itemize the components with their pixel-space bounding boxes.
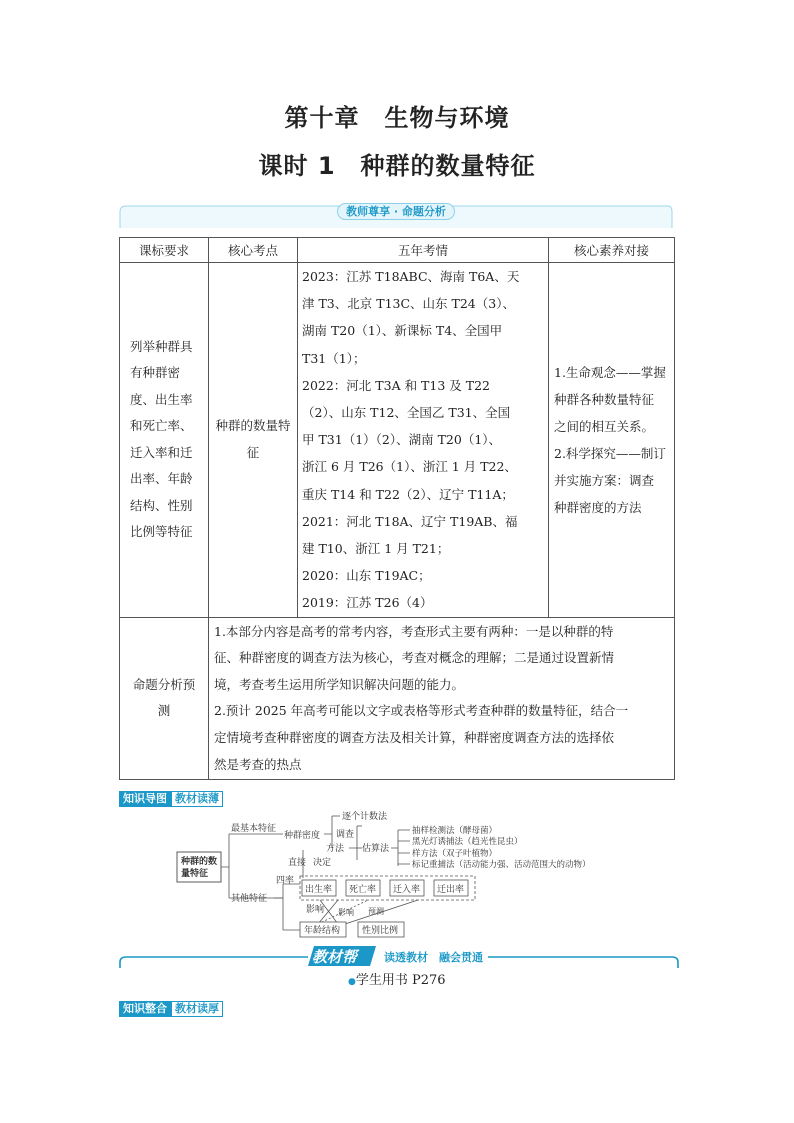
textbook-banner-title: 教材帮 <box>312 948 358 966</box>
mindmap-influence: 影响 <box>306 905 325 915</box>
mindmap-rate: 出生率 <box>305 885 333 895</box>
literacy-line: 1.生命观念——掌握 <box>554 364 666 380</box>
exam-line: 甲 T31（1）（2）、湖南 T20（1）、 <box>302 432 502 448</box>
header-exam: 五年考情 <box>298 238 549 263</box>
mindmap-decide: 决定 <box>313 858 332 868</box>
exam-line: 湖南 T20（1）、新课标 T4、全国甲 <box>302 323 503 339</box>
forecast-line: 定情境考查种群密度的调查方法及相关计算，种群密度调查方法的选择依 <box>214 730 615 746</box>
textbook-banner-subtitle: 读透教材 融会贯通 <box>384 951 483 964</box>
exam-line: （2）、山东 T12、全国乙 T31、全国 <box>302 405 511 421</box>
mindmap-four-rates: 四率 <box>276 876 295 886</box>
exam-line: T31（1）； <box>302 350 366 366</box>
mindmap-rate: 迁出率 <box>437 885 465 895</box>
exam-line: 2019：江苏 T26（4） <box>302 595 433 611</box>
table-row <box>120 263 675 618</box>
mindmap-age: 年龄结构 <box>304 926 341 936</box>
exam-line: 2020：山东 T19AC； <box>302 568 431 584</box>
literacy-line: 2.科学探究——制订 <box>554 445 666 461</box>
student-book-ref <box>348 969 446 988</box>
tag-textbook-thick: 教材读厚 <box>171 1001 223 1017</box>
mindmap-est-item: 黑光灯诱捕法（趋光性昆虫） <box>412 837 523 847</box>
core-point-text: 种群的数量特征 <box>215 418 291 460</box>
requirement-cell <box>120 263 209 618</box>
forecast-line: 2.预计 2025 年高考可能以文字或表格等形式考查种群的数量特征，结合一 <box>214 703 629 719</box>
forecast-line: 然是考查的热点 <box>214 756 302 772</box>
literacy-line: 种群各种数量特征 <box>554 391 655 407</box>
literacy-cell <box>549 263 675 618</box>
forecast-label: 命题分析预测 <box>132 676 196 719</box>
exam-cell <box>298 263 549 618</box>
requirement-text: 列举种群具有种群密度、出生率和死亡率、迁入率和迁出率、年龄结构、性别比例等特征 <box>130 338 193 540</box>
literacy-line: 之间的相互关系。 <box>554 418 655 434</box>
exam-line: 2023：江苏 T18ABC、海南 T6A、天 <box>302 269 520 284</box>
mind-map-diagram <box>0 800 794 940</box>
forecast-line: 征、种群密度的调查方法为核心，考查对概念的理解；二是通过设置新情 <box>214 650 615 666</box>
header-core-point: 核心考点 <box>209 238 298 263</box>
mindmap-other-label: 其他特征 <box>231 894 268 904</box>
mindmap-basic-label: 最基本特征 <box>231 824 277 834</box>
teacher-banner-label: 教师尊享 · 命题分析 <box>337 203 455 220</box>
exam-line: 津 T3、北京 T13C、山东 T24（3）、 <box>302 296 515 312</box>
chapter-title: 第十章 生物与环境 <box>284 104 510 132</box>
mindmap-root-line1: 种群的数 <box>181 857 218 867</box>
table-row <box>120 617 675 780</box>
table-header-row <box>120 238 675 263</box>
forecast-line: 境，考查考生运用所学知识解决问题的能力。 <box>214 676 465 692</box>
exam-line: 浙江 6 月 T26（1）、浙江 1 月 T22、 <box>302 459 517 475</box>
exam-line: 2022：河北 T3A 和 T13 及 T22 <box>302 377 490 393</box>
dot-icon: ● <box>348 977 356 987</box>
forecast-cell <box>209 617 675 780</box>
mindmap-estimate: 估算法 <box>362 844 390 854</box>
mindmap-count-each: 逐个计数法 <box>342 812 388 822</box>
forecast-line: 1.本部分内容是高考的常考内容，考查形式主要有两种：一是以种群的特 <box>214 623 614 639</box>
mindmap-influence-2: 影响 <box>338 908 354 917</box>
mindmap-rate: 死亡率 <box>349 885 377 895</box>
exam-line: 2021：河北 T18A、辽宁 T19AB、福 <box>302 513 518 529</box>
mindmap-rate: 迁入率 <box>393 885 421 895</box>
teacher-banner <box>118 200 674 230</box>
core-point-cell <box>209 263 298 618</box>
exam-line: 建 T10、浙江 1 月 T21； <box>302 541 450 557</box>
literacy-line: 种群密度的方法 <box>554 499 642 515</box>
mindmap-est-item: 抽样检测法（酵母菌） <box>412 826 498 836</box>
exam-analysis-table <box>119 237 675 780</box>
mindmap-method: 方法 <box>326 844 345 854</box>
mindmap-predict: 预测 <box>368 907 384 916</box>
mindmap-est-item: 样方法（双子叶植物） <box>412 849 498 859</box>
student-book-ref-text: 学生用书 P276 <box>355 973 446 988</box>
header-literacy: 核心素养对接 <box>549 238 675 263</box>
mindmap-est-item: 标记重捕法（活动能力强、活动范围大的动物） <box>412 860 591 870</box>
mindmap-survey: 调查 <box>336 830 355 840</box>
exam-line: 重庆 T14 和 T22（2）、辽宁 T11A； <box>302 486 514 502</box>
mindmap-sex: 性别比例 <box>362 926 399 936</box>
mindmap-root-line2: 量特征 <box>181 869 209 879</box>
section-tag-knowledge-integration <box>119 997 223 1017</box>
header-requirement: 课标要求 <box>120 238 209 263</box>
forecast-label-cell <box>120 617 209 780</box>
tag-textbook-thin: 教材读薄 <box>171 791 223 807</box>
lesson-title: 课时 1 种群的数量特征 <box>258 152 536 180</box>
mindmap-direct: 直接 <box>288 858 307 868</box>
mindmap-rate-boxes <box>302 880 468 896</box>
mindmap-density: 种群密度 <box>284 831 321 841</box>
literacy-line: 并实施方案：调查 <box>554 472 655 488</box>
tag-knowledge-map: 知识导图 <box>119 791 171 807</box>
tag-knowledge-integration: 知识整合 <box>119 1001 171 1017</box>
